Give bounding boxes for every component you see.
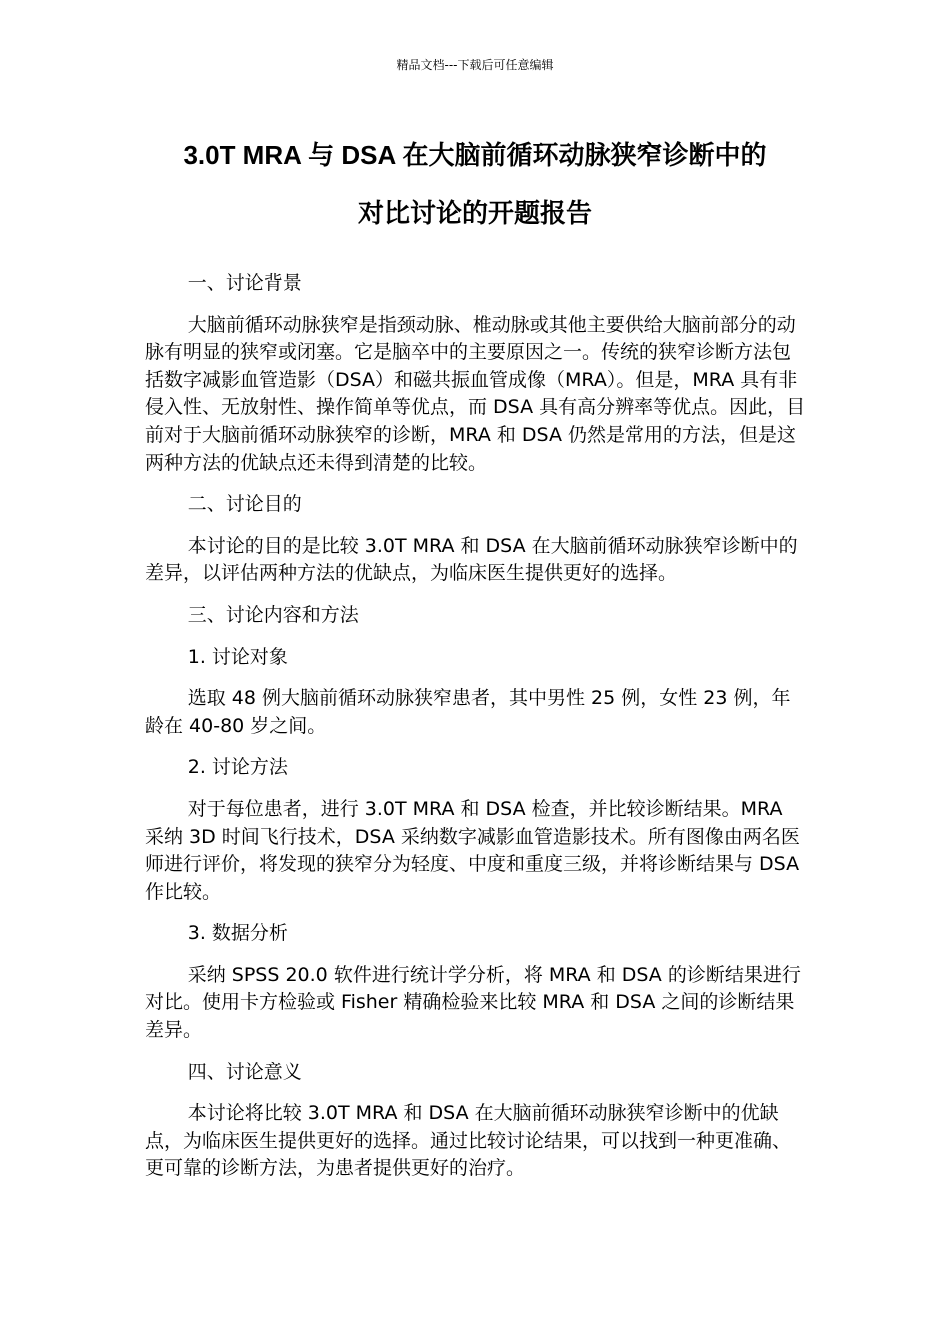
- paragraph-subjects: 选取 48 例大脑前循环动脉狭窄患者，其中男性 25 例，女性 23 例，年龄在 40-80 岁之间。: [145, 687, 791, 737]
- subsection-heading-methods: 2. 讨论方法: [187, 756, 288, 779]
- paragraph-methods: 对于每位患者，进行 3.0T MRA 和 DSA 检查，并比较诊断结果。MRA 采纳 3D 时间飞行技术，DSA 采纳数字减影血管造影技术。所有图像由两名医师进行评价，将发现的狭窄分为轻度、中度和重度三级，并将诊断结果与 DSA 作比较。: [145, 797, 800, 903]
- subsection-heading-data-analysis: 3. 数据分析: [187, 922, 288, 945]
- document-title-line-1: 3.0T MRA 与 DSA 在大脑前循环动脉狭窄诊断中的: [183, 140, 767, 170]
- paragraph-background: 大脑前循环动脉狭窄是指颈动脉、椎动脉或其他主要供给大脑前部分的动脉有明显的狭窄或闭塞。它是脑卒中的主要原因之一。传统的狭窄诊断方法包括数字减影血管造影（DSA）和磁共振血管成像（MRA）。但是，MRA 具有非侵入性、无放射性、操作简单等优点，而 DSA 具有高分辨率等优点。因此，目前对于大脑前循环动脉狭窄的诊断，MRA 和 DSA 仍然是常用的方法，但是这两种方法的优缺点还未得到清楚的比较。: [145, 313, 806, 474]
- section-heading-content-methods: 三、讨论内容和方法: [187, 603, 359, 626]
- page-header: 精品文档---下载后可任意编辑: [396, 58, 554, 72]
- section-heading-purpose: 二、讨论目的: [187, 493, 302, 516]
- paragraph-purpose: 本讨论的目的是比较 3.0T MRA 和 DSA 在大脑前循环动脉狭窄诊断中的差异，以评估两种方法的优缺点，为临床医生提供更好的选择。: [145, 534, 798, 585]
- document-title-line-2: 对比讨论的开题报告: [357, 198, 592, 228]
- section-heading-background: 一、讨论背景: [187, 272, 302, 294]
- document-body: [145, 270, 807, 1197]
- subsection-heading-subjects: 1. 讨论对象: [187, 645, 288, 668]
- paragraph-significance: 本讨论将比较 3.0T MRA 和 DSA 在大脑前循环动脉狭窄诊断中的优缺点，为临床医生提供更好的选择。通过比较讨论结果，可以找到一种更准确、更可靠的诊断方法，为患者提供更好的治疗。: [145, 1102, 792, 1180]
- section-heading-significance: 四、讨论意义: [187, 1060, 302, 1083]
- paragraph-data-analysis: 采纳 SPSS 20.0 软件进行统计学分析，将 MRA 和 DSA 的诊断结果进行对比。使用卡方检验或 Fisher 精确检验来比较 MRA 和 DSA 之间的诊断结果差异。: [145, 963, 801, 1042]
